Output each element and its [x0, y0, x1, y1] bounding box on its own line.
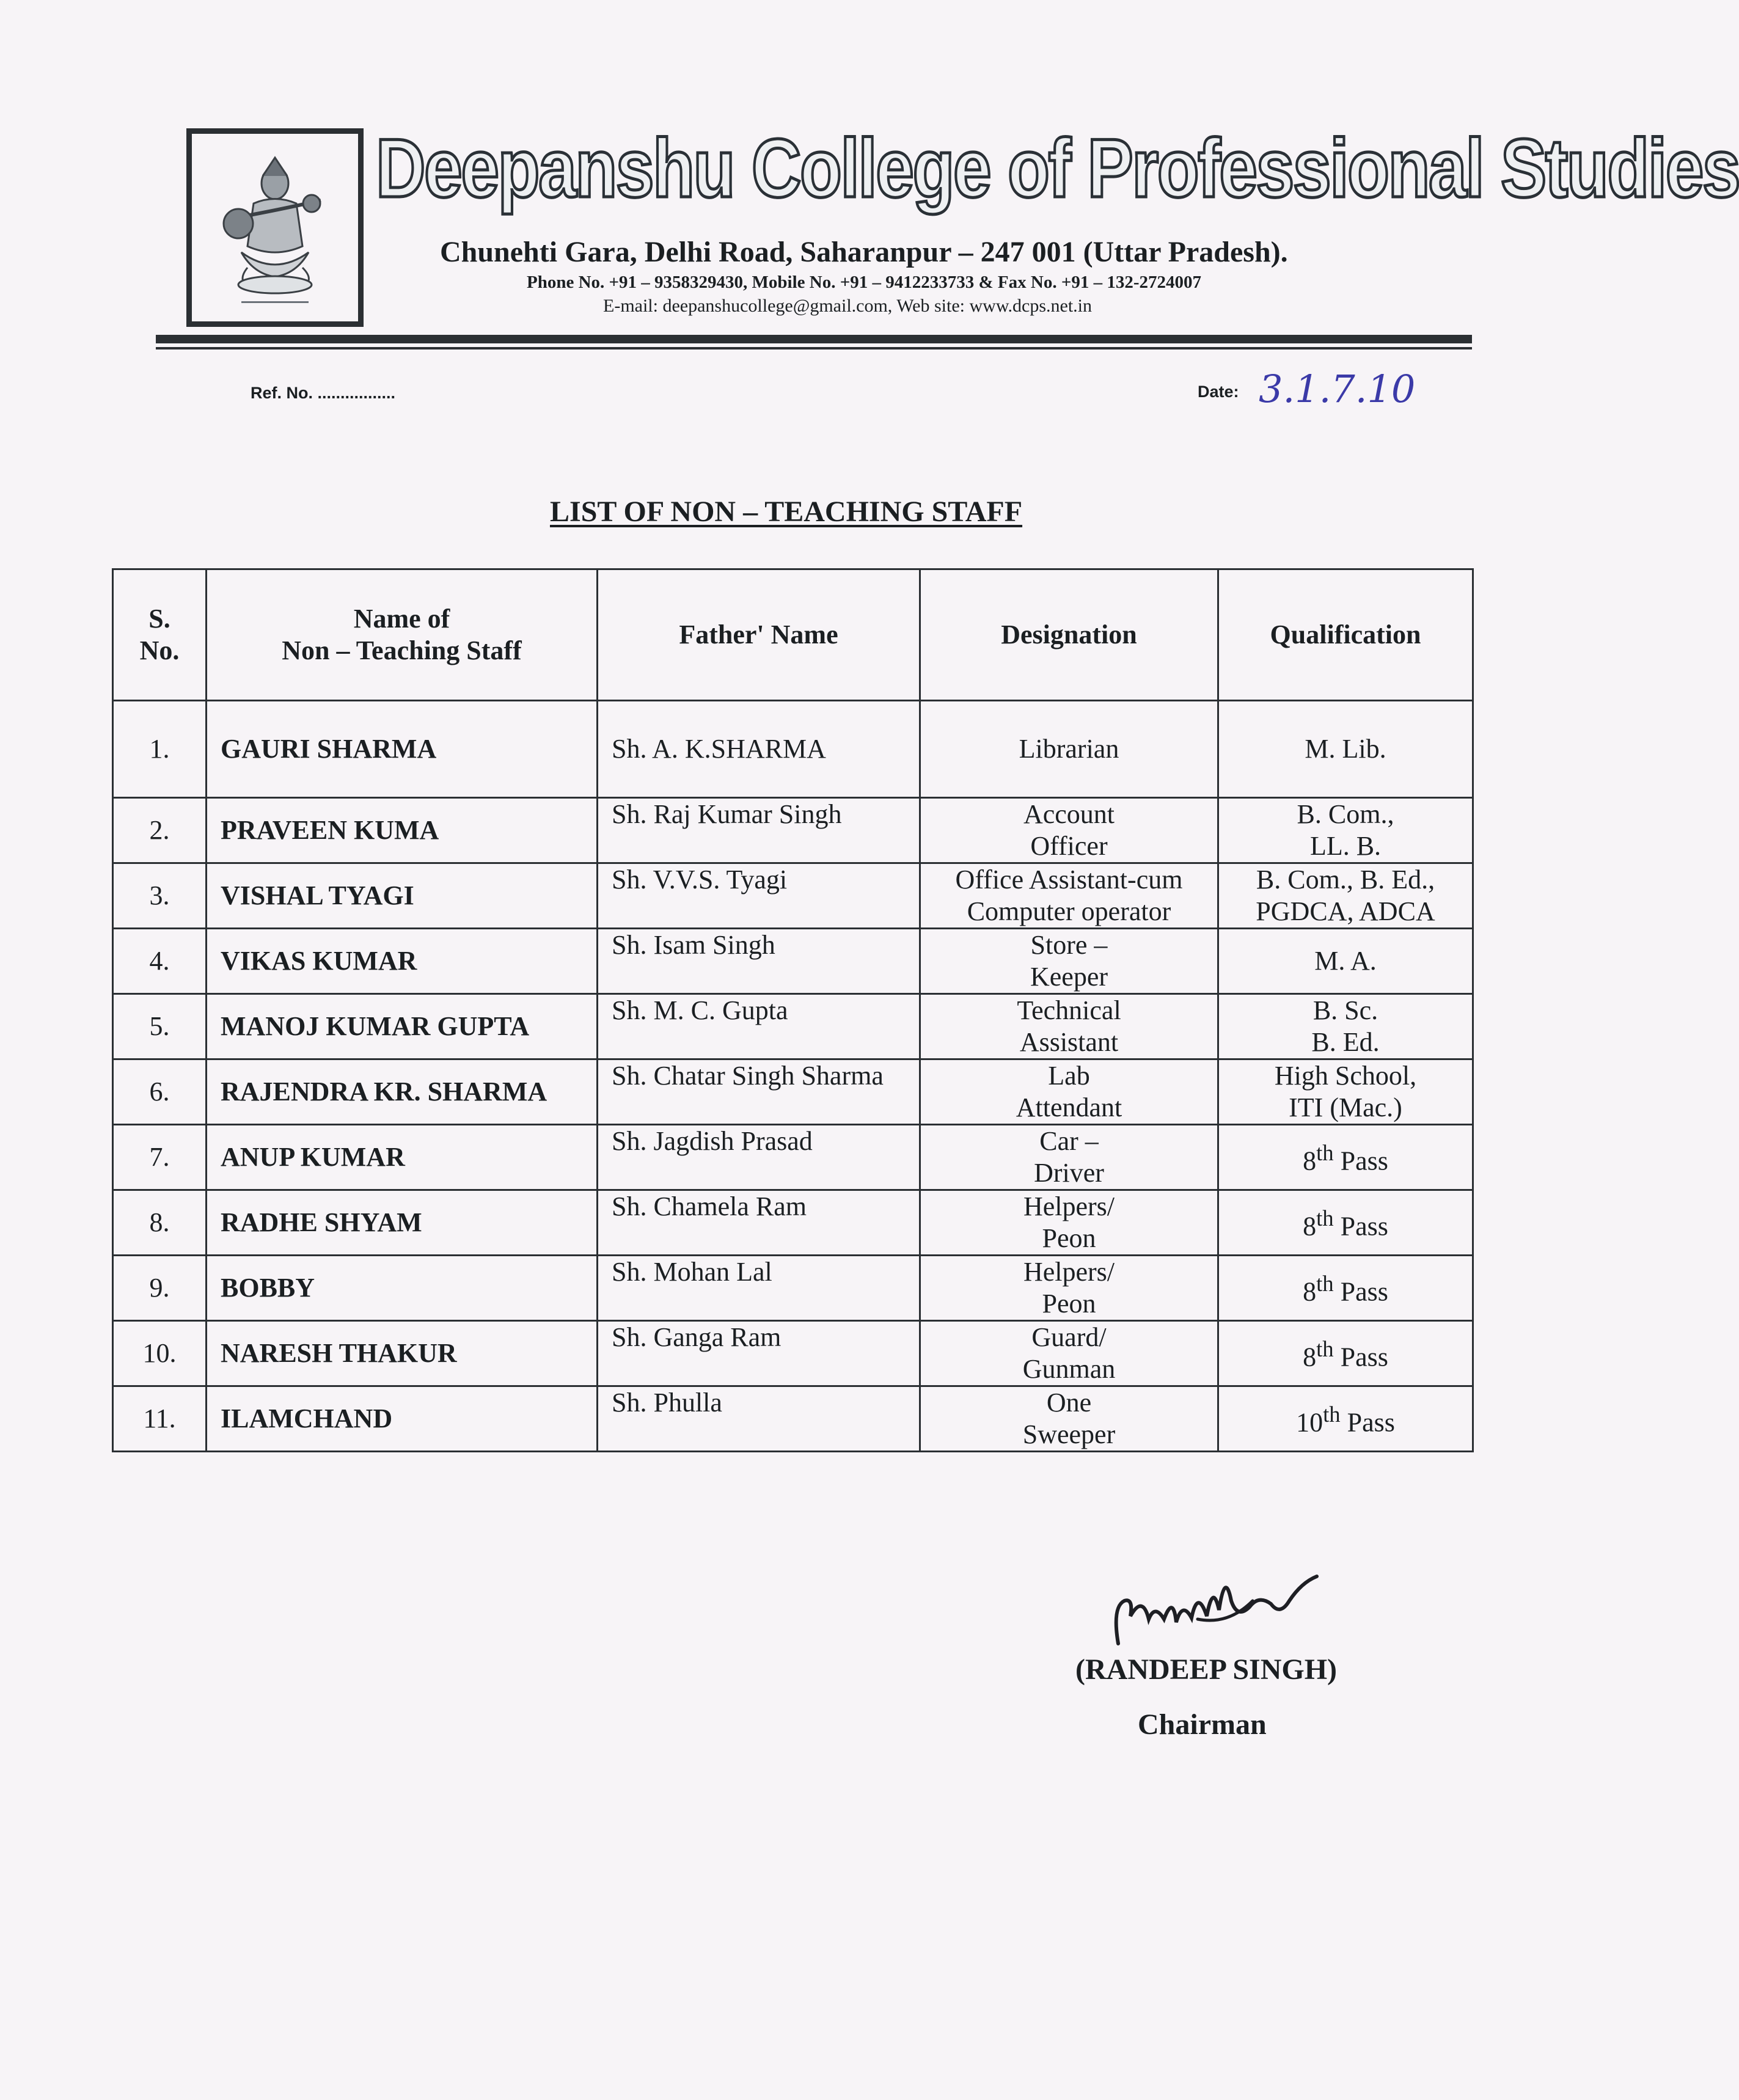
- ref-label: Ref. No.: [251, 384, 313, 402]
- cell-qualification: 8th Pass: [1218, 1125, 1473, 1190]
- table-header-row: [113, 569, 1473, 701]
- cell-designation: Librarian: [920, 701, 1218, 798]
- cell-qualification: B. Com., LL. B.: [1218, 798, 1473, 863]
- cell-designation: Guard/ Gunman: [920, 1321, 1218, 1386]
- cell-father: Sh. Ganga Ram: [598, 1321, 920, 1386]
- handwritten-signature: [1106, 1558, 1338, 1665]
- document-title: LIST OF NON – TEACHING STAFF: [550, 496, 1023, 528]
- cell-sno: 11.: [113, 1386, 207, 1452]
- table-row: [113, 1256, 1473, 1321]
- cell-qualification: M. A.: [1218, 929, 1473, 994]
- cell-designation: Helpers/ Peon: [920, 1190, 1218, 1256]
- college-address: Chunehti Gara, Delhi Road, Saharanpur – 247 001 (Uttar Pradesh).: [440, 236, 1288, 268]
- cell-father: Sh. V.V.S. Tyagi: [598, 863, 920, 929]
- college-name: Deepanshu College of Professional Studies: [376, 122, 1739, 214]
- date-value: 3.1.7.10: [1259, 367, 1416, 411]
- cell-name: BOBBY: [207, 1256, 598, 1321]
- cell-qualification: High School, ITI (Mac.): [1218, 1059, 1473, 1125]
- cell-sno: 4.: [113, 929, 207, 994]
- cell-sno: 3.: [113, 863, 207, 929]
- saraswati-emblem-icon: [205, 145, 345, 310]
- cell-sno: 5.: [113, 994, 207, 1059]
- cell-designation: Account Officer: [920, 798, 1218, 863]
- cell-sno: 1.: [113, 701, 207, 798]
- cell-father: Sh. Chamela Ram: [598, 1190, 920, 1256]
- signatory-role: Chairman: [1138, 1708, 1267, 1741]
- contact-numbers: Phone No. +91 – 9358329430, Mobile No. +91 – 9412233733 & Fax No. +91 – 132-2724007: [527, 273, 1202, 292]
- cell-father: Sh. Isam Singh: [598, 929, 920, 994]
- table-row: [113, 701, 1473, 798]
- cell-sno: 9.: [113, 1256, 207, 1321]
- cell-father: Sh. Chatar Singh Sharma: [598, 1059, 920, 1125]
- table-row: [113, 798, 1473, 863]
- cell-sno: 7.: [113, 1125, 207, 1190]
- cell-name: GAURI SHARMA: [207, 701, 598, 798]
- cell-qualification: 10th Pass: [1218, 1386, 1473, 1452]
- signature-icon: [1106, 1558, 1338, 1662]
- cell-sno: 10.: [113, 1321, 207, 1386]
- cell-name: VISHAL TYAGI: [207, 863, 598, 929]
- table-row: [113, 1059, 1473, 1125]
- cell-name: ANUP KUMAR: [207, 1125, 598, 1190]
- cell-sno: 2.: [113, 798, 207, 863]
- ref-value: .................: [317, 384, 396, 402]
- cell-name: MANOJ KUMAR GUPTA: [207, 994, 598, 1059]
- cell-father: Sh. Jagdish Prasad: [598, 1125, 920, 1190]
- cell-designation: Technical Assistant: [920, 994, 1218, 1059]
- cell-qualification: 8th Pass: [1218, 1190, 1473, 1256]
- table-row: [113, 929, 1473, 994]
- cell-name: PRAVEEN KUMA: [207, 798, 598, 863]
- reference-number: [251, 384, 395, 403]
- date-label: Date:: [1198, 382, 1239, 401]
- cell-qualification: M. Lib.: [1218, 701, 1473, 798]
- table-row: [113, 994, 1473, 1059]
- college-logo: [186, 128, 364, 327]
- header-father: Father' Name: [598, 569, 920, 701]
- cell-name: VIKAS KUMAR: [207, 929, 598, 994]
- cell-designation: Helpers/ Peon: [920, 1256, 1218, 1321]
- cell-sno: 6.: [113, 1059, 207, 1125]
- header-rule: [156, 335, 1472, 343]
- table-row: [113, 1125, 1473, 1190]
- cell-designation: Office Assistant-cum Computer operator: [920, 863, 1218, 929]
- table-row: [113, 863, 1473, 929]
- email-website: E-mail: deepanshucollege@gmail.com, Web site: www.dcps.net.in: [603, 296, 1093, 316]
- cell-designation: Store – Keeper: [920, 929, 1218, 994]
- cell-name: RAJENDRA KR. SHARMA: [207, 1059, 598, 1125]
- table-row: [113, 1321, 1473, 1386]
- table-row: [113, 1190, 1473, 1256]
- cell-father: Sh. M. C. Gupta: [598, 994, 920, 1059]
- cell-father: Sh. Phulla: [598, 1386, 920, 1452]
- header-designation: Designation: [920, 569, 1218, 701]
- cell-father: Sh. A. K.SHARMA: [598, 701, 920, 798]
- cell-qualification: B. Sc. B. Ed.: [1218, 994, 1473, 1059]
- cell-sno: 8.: [113, 1190, 207, 1256]
- cell-name: ILAMCHAND: [207, 1386, 598, 1452]
- header-rule-thin: [156, 347, 1472, 349]
- cell-father: Sh. Mohan Lal: [598, 1256, 920, 1321]
- header-qualification: Qualification: [1218, 569, 1473, 701]
- cell-designation: Lab Attendant: [920, 1059, 1218, 1125]
- cell-qualification: 8th Pass: [1218, 1256, 1473, 1321]
- header-sno: S. No.: [113, 569, 207, 701]
- cell-qualification: B. Com., B. Ed., PGDCA, ADCA: [1218, 863, 1473, 929]
- table-row: [113, 1386, 1473, 1452]
- header-name: Name of Non – Teaching Staff: [207, 569, 598, 701]
- cell-father: Sh. Raj Kumar Singh: [598, 798, 920, 863]
- cell-name: NARESH THAKUR: [207, 1321, 598, 1386]
- cell-qualification: 8th Pass: [1218, 1321, 1473, 1386]
- signatory-name: (RANDEEP SINGH): [1075, 1653, 1338, 1686]
- table-body: [113, 701, 1473, 1452]
- cell-name: RADHE SHYAM: [207, 1190, 598, 1256]
- cell-designation: Car – Driver: [920, 1125, 1218, 1190]
- cell-designation: One Sweeper: [920, 1386, 1218, 1452]
- staff-table: [112, 568, 1474, 1452]
